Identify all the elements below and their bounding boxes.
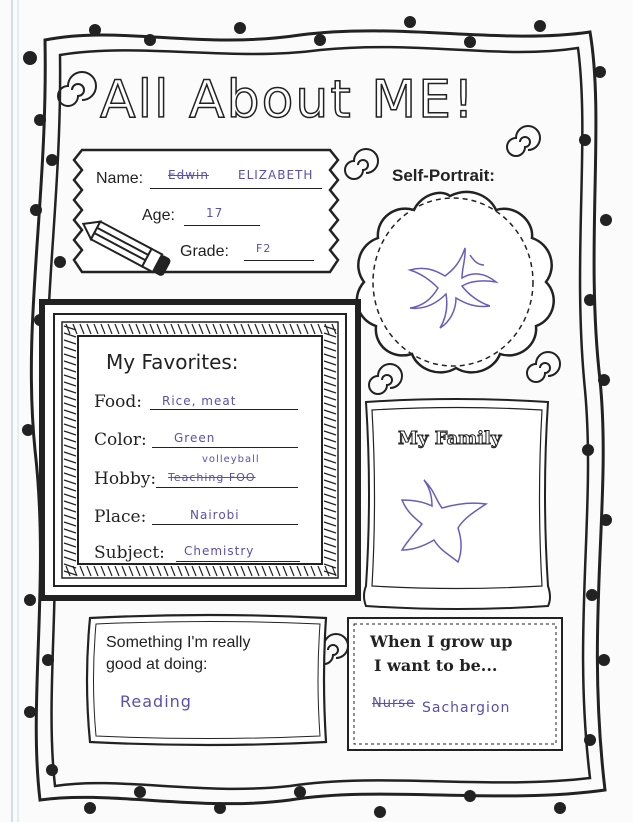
good-at-label-2: good at doing: [106, 656, 208, 673]
age-value: 17 [206, 206, 224, 220]
grow-up-label-2: I want to be... [374, 656, 498, 675]
place-line [152, 524, 298, 525]
self-portrait-label: Self-Portrait: [392, 166, 495, 185]
color-line [152, 447, 298, 448]
food-value: Rice, meat [162, 394, 237, 408]
grow-up-label-1: When I grow up [370, 632, 513, 651]
hobby-label: Hobby: [94, 469, 157, 489]
hobby-crossed: Teaching FOO [168, 471, 256, 484]
good-at-value: Reading [120, 692, 192, 711]
page-title: All About ME! [100, 70, 476, 130]
grow-up-value: Sachargion [422, 700, 511, 716]
place-label: Place: [94, 507, 147, 527]
age-line [184, 225, 260, 226]
hobby-line [156, 487, 298, 488]
subject-label: Subject: [94, 543, 165, 563]
name-label: Name: [96, 170, 144, 187]
family-label: My Family [398, 428, 502, 449]
subject-line [176, 561, 300, 562]
name-line [150, 188, 322, 189]
color-value: Green [174, 431, 216, 445]
color-label: Color: [94, 430, 147, 450]
good-at-label-1: Something I'm really [106, 634, 251, 651]
grade-value: F2 [256, 242, 272, 255]
food-label: Food: [94, 392, 142, 412]
hobby-value: volleyball [202, 454, 260, 465]
name-crossed: Edwin [168, 168, 209, 182]
food-line [150, 409, 298, 410]
grow-up-crossed: Nurse [372, 696, 416, 711]
name-value: ELIZABETH [238, 168, 314, 182]
grade-line [244, 260, 314, 261]
favorites-heading: My Favorites: [106, 350, 239, 374]
grade-label: Grade: [180, 243, 229, 260]
subject-value: Chemistry [184, 544, 255, 558]
place-value: Nairobi [190, 508, 240, 522]
age-label: Age: [142, 207, 175, 224]
